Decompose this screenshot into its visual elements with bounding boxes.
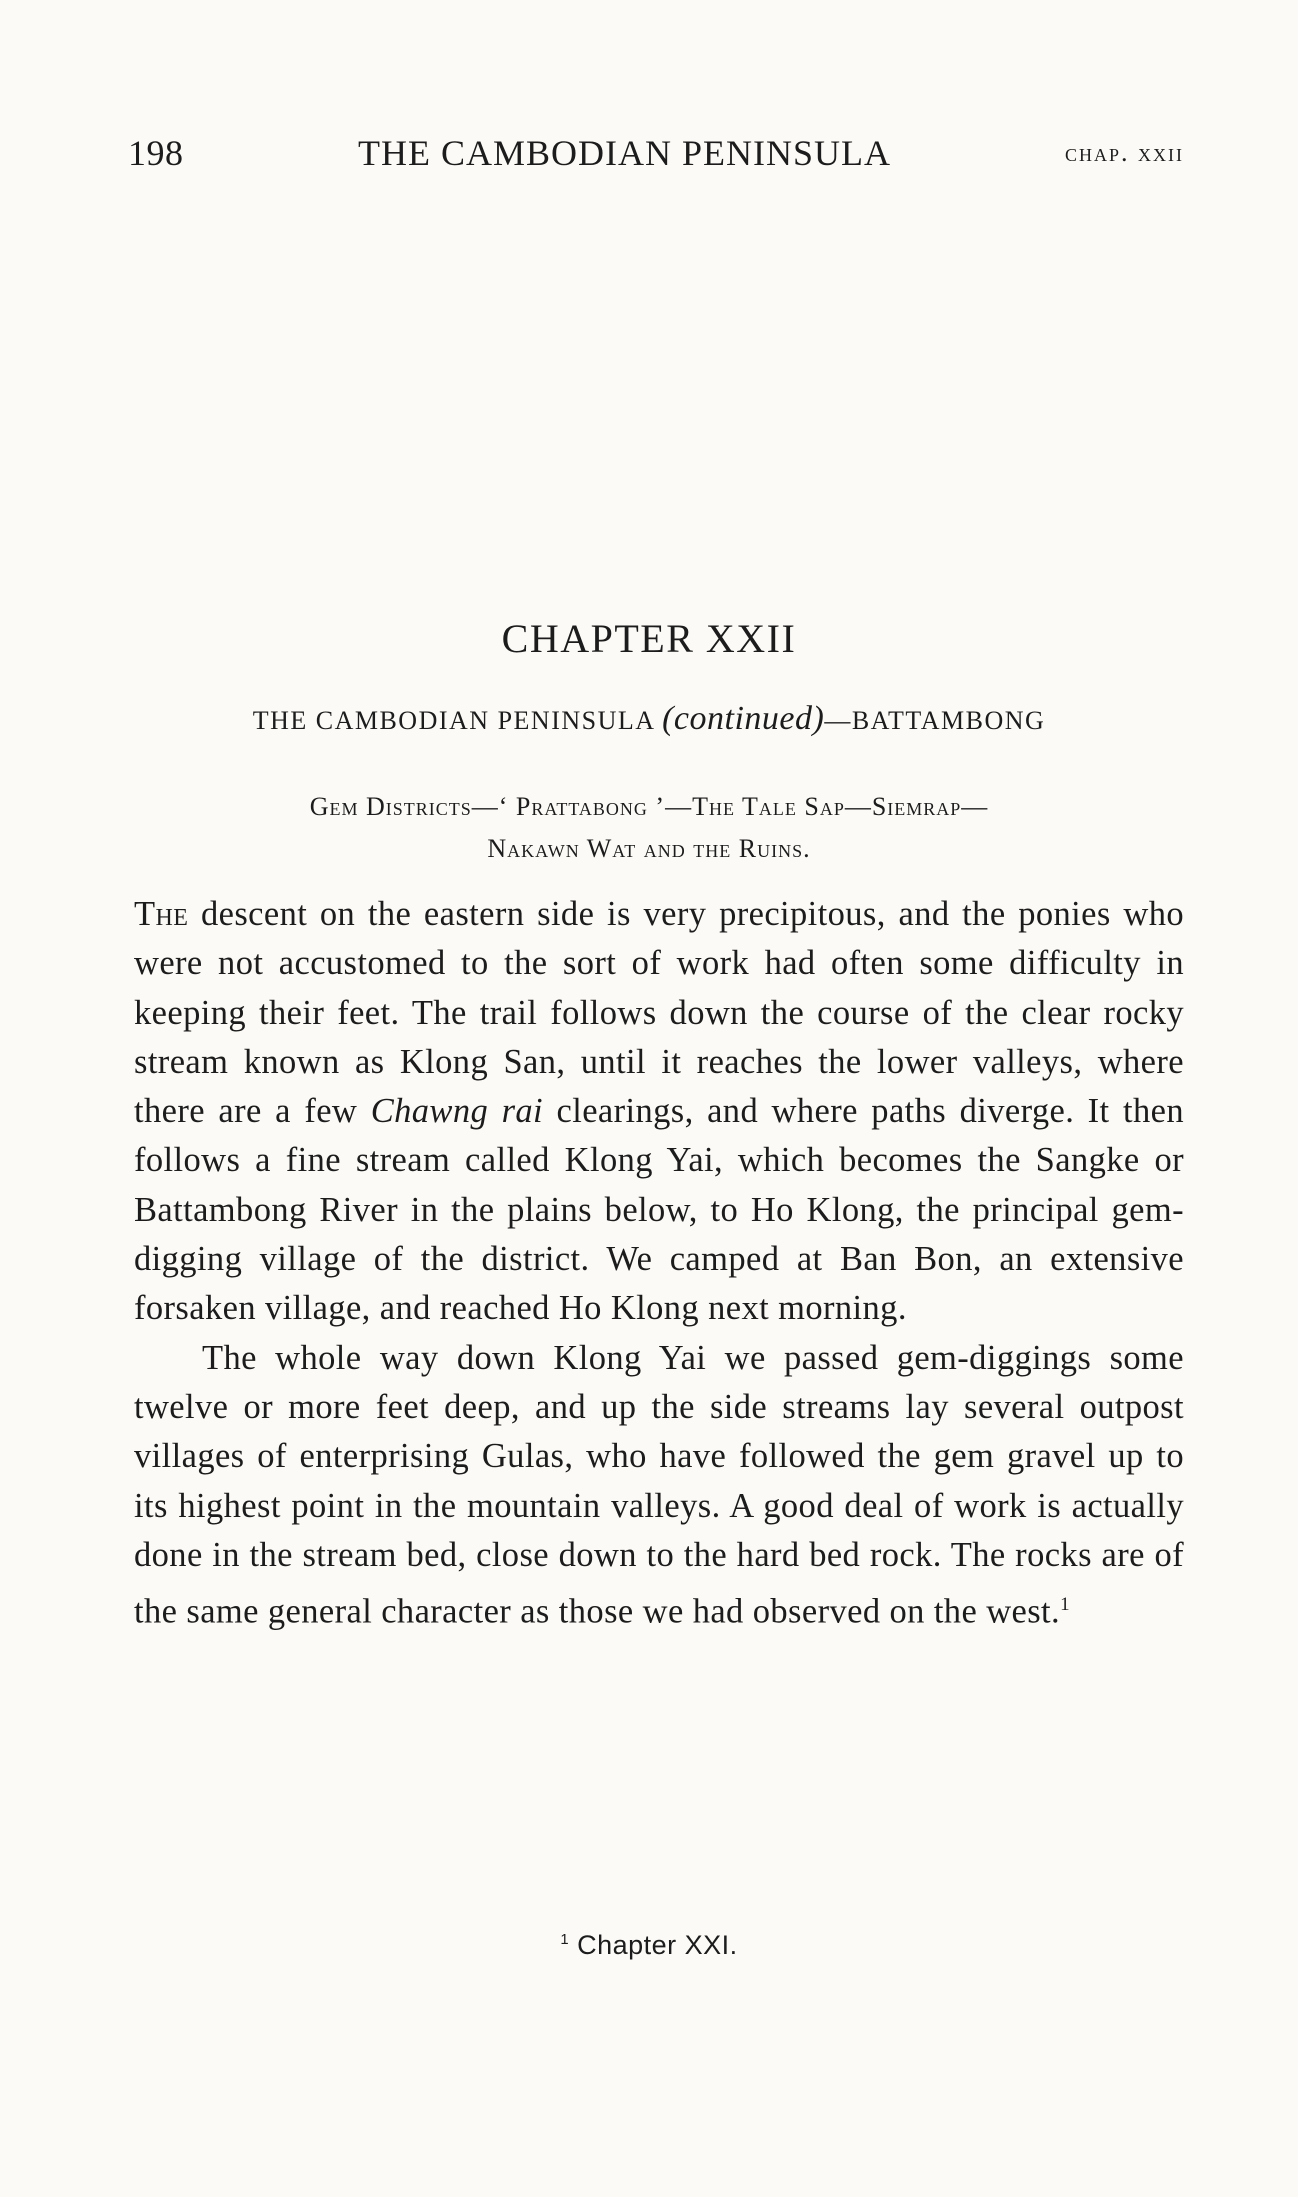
footnote-reference: 1 bbox=[1060, 1594, 1070, 1616]
body-text bbox=[134, 890, 1184, 1637]
paragraph-2 bbox=[134, 1334, 1184, 1637]
paragraph-1-part-1: descent on the eastern side is very precipitous, and the ponies who were not accustomed to the sort of work had often some difficulty in keeping their feet. The trail follows down the course of the clear rocky stream known as Klong San, until it reaches the lower valleys, where there are a few bbox=[134, 895, 1184, 1131]
page-number: 198 bbox=[128, 133, 184, 173]
running-head bbox=[128, 132, 1184, 176]
synopsis-line-1: Gem Districts—‘ Prattabong ’—The Tale Sap—Siemrap— bbox=[309, 792, 989, 821]
synopsis-line-2: Nakawn Wat and the Ruins. bbox=[487, 834, 811, 863]
chapter-subtitle-continued: (continued) bbox=[662, 700, 825, 737]
paragraph-1-italic-term: Chawng rai bbox=[370, 1092, 544, 1131]
paragraph-1-part-2: clearings, and where paths diverge. It then follows a fine stream called Klong Yai, which becomes the Sangke or Battambong River in the plains below, to Ho Klong, the principal gem-digging village of the district. We camped at Ban Bon, an extensive forsaken village, and reached Ho Klong next morning. bbox=[134, 1092, 1184, 1328]
footnote-mark: 1 bbox=[560, 1932, 570, 1948]
paragraph-1 bbox=[134, 890, 1184, 1334]
chapter-subtitle-main: THE CAMBODIAN PENINSULA bbox=[252, 706, 663, 735]
chapter-heading: CHAPTER XXII bbox=[501, 616, 797, 661]
running-chapter-ref: chap. xxii bbox=[1064, 138, 1184, 167]
chapter-synopsis bbox=[0, 786, 1298, 870]
footnote bbox=[0, 1930, 1298, 1961]
footnote-text: Chapter XXI. bbox=[577, 1930, 738, 1960]
paragraph-2-text: The whole way down Klong Yai we passed gem-diggings some twelve or more feet deep, and up the side streams lay several outpost villages of enterprising Gulas, who have followed the gem gravel up to its highest point in the mountain valleys. A good deal of work is actually done in the stream bed, close down to the hard bed rock. The rocks are of the same general character as those we had observed on the west. bbox=[134, 1338, 1184, 1631]
paragraph-1-lead: The bbox=[134, 895, 189, 933]
chapter-subtitle-place: —BATTAMBONG bbox=[824, 706, 1046, 735]
chapter-subtitle bbox=[0, 700, 1298, 738]
running-title: THE CAMBODIAN PENINSULA bbox=[358, 133, 891, 173]
